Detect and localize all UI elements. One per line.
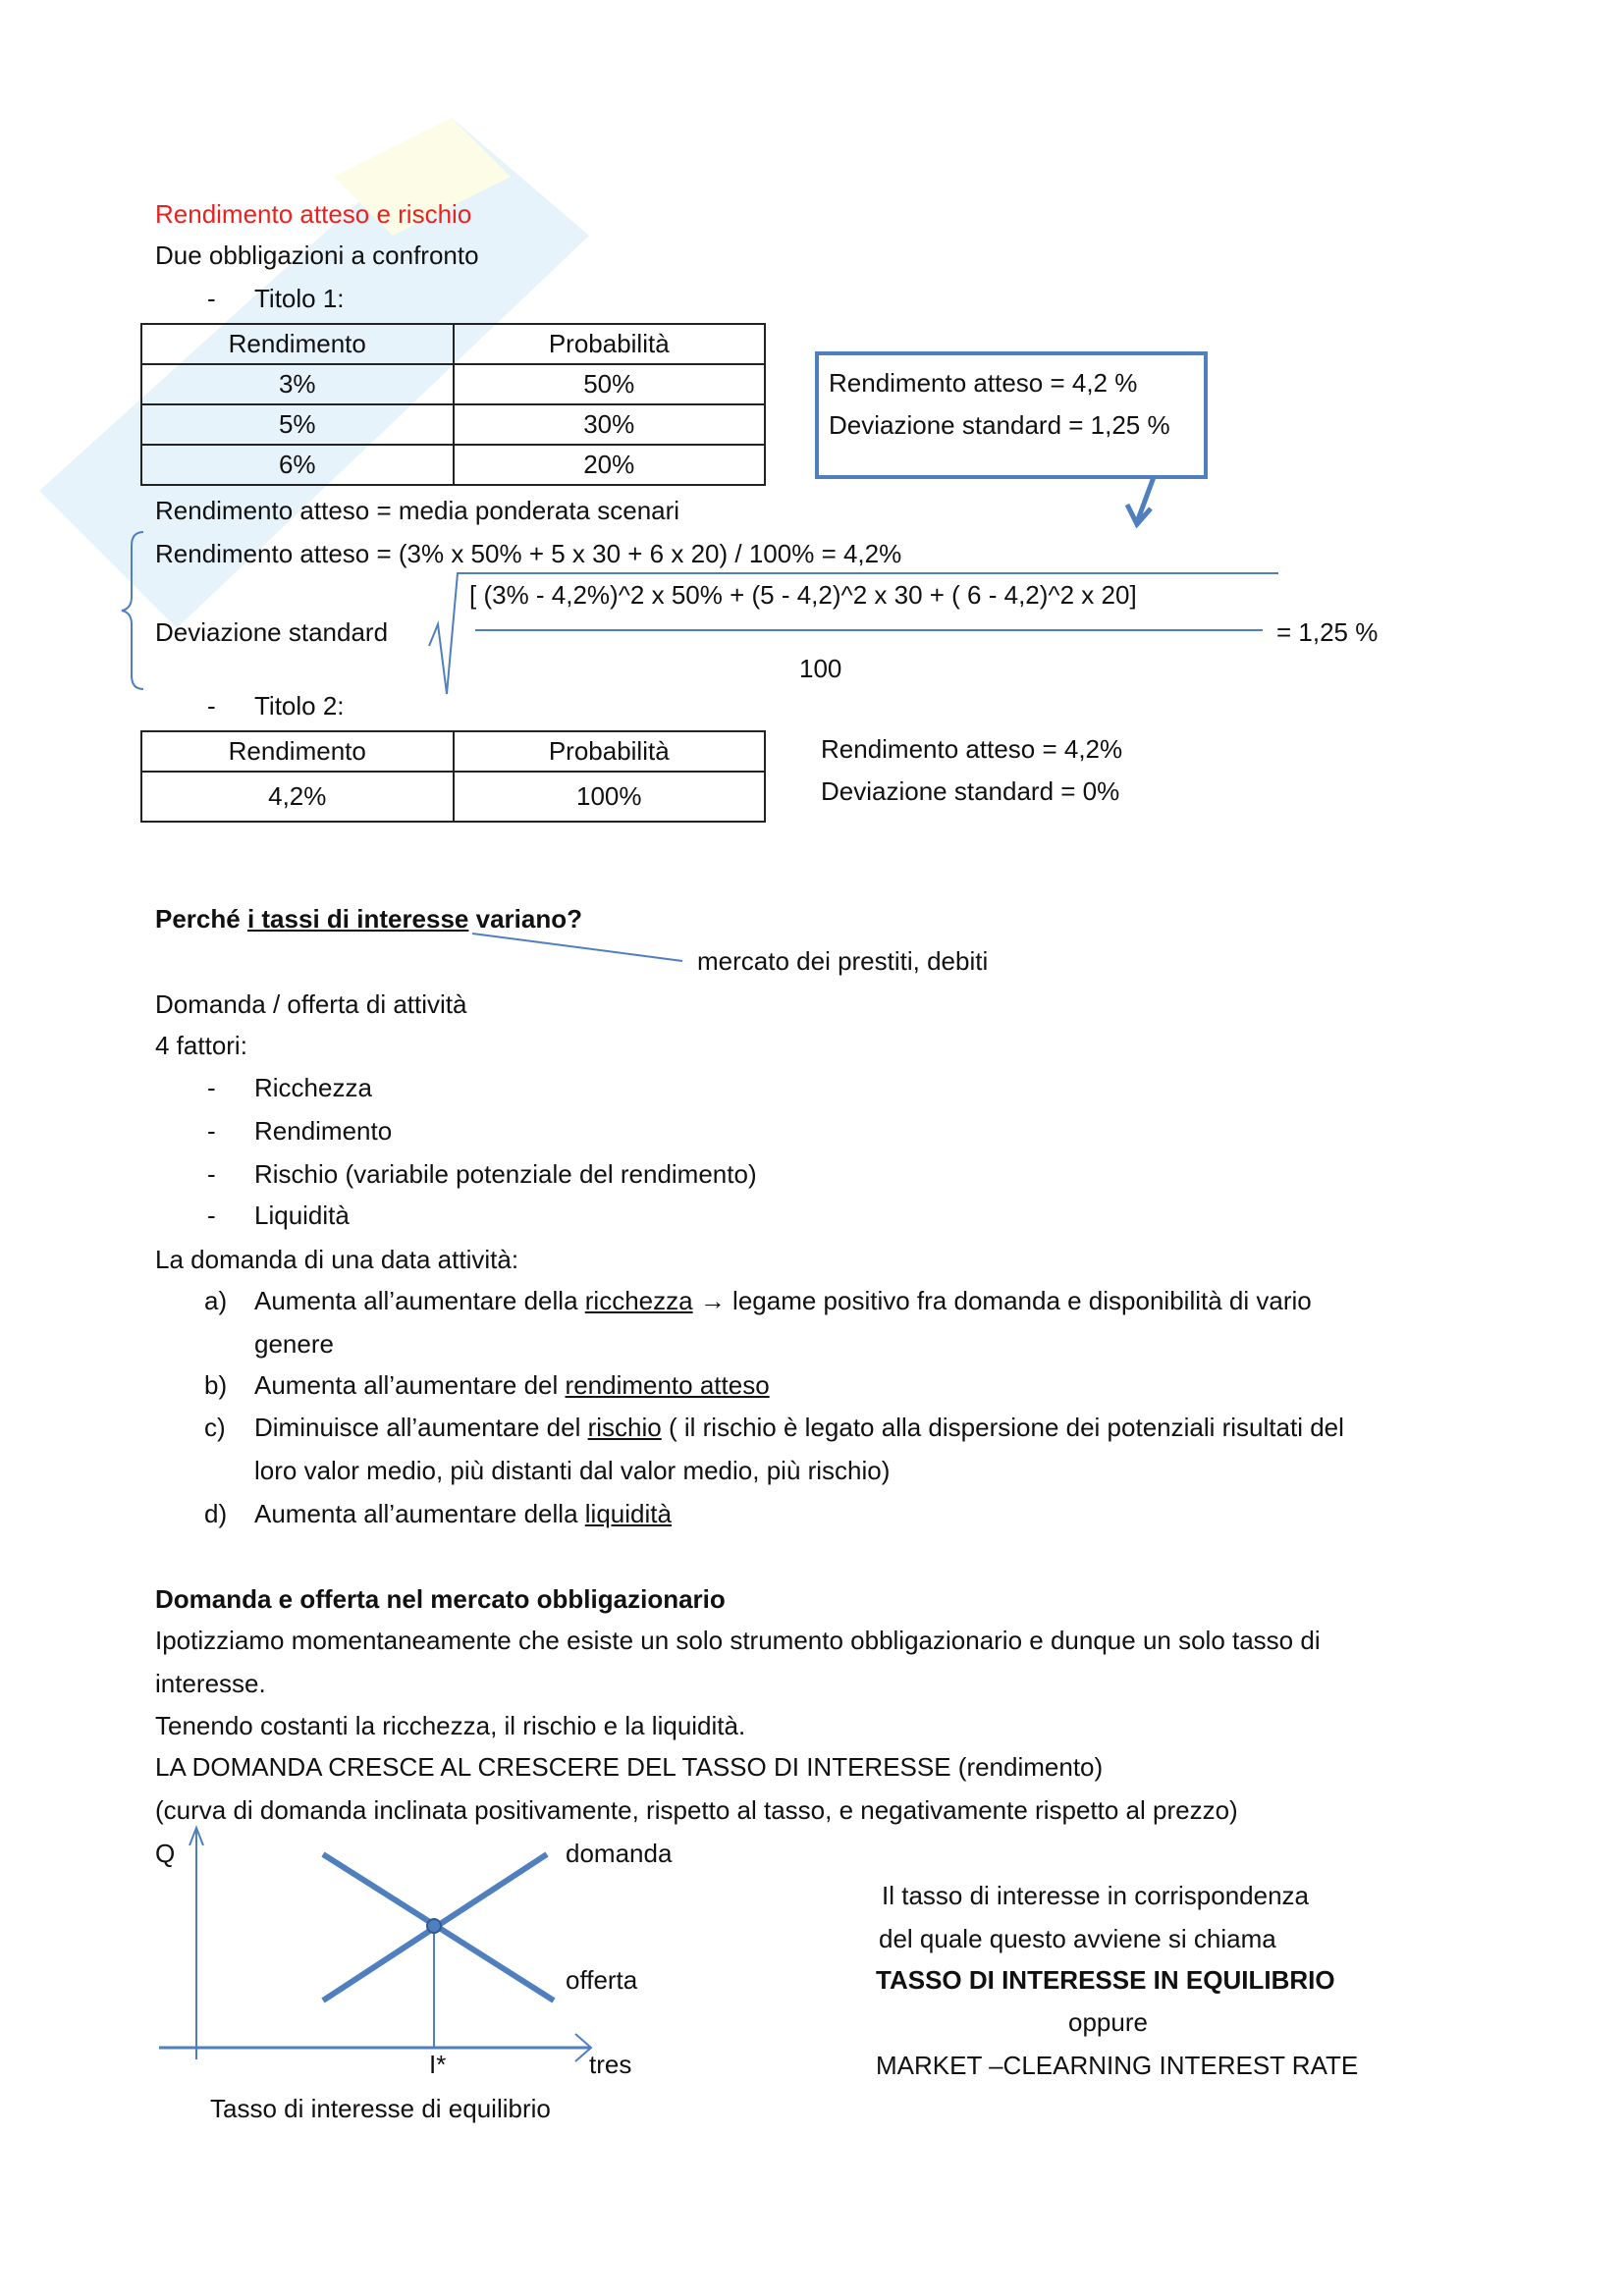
titolo2-rendimento: Rendimento atteso = 4,2%	[821, 734, 1123, 764]
table-cell: 100%	[454, 772, 766, 822]
y-axis-label: Q	[155, 1839, 176, 1868]
callout-rendimento: Rendimento atteso = 4,2 %	[829, 368, 1138, 398]
table-cell: 5%	[141, 404, 454, 445]
list-marker: d)	[204, 1499, 228, 1528]
table-header: Probabilità	[454, 731, 766, 772]
deviazione-result: = 1,25 %	[1276, 617, 1379, 647]
table-titolo1	[140, 323, 766, 486]
table-cell: 20%	[454, 445, 766, 485]
paragraph: Domanda / offerta di attività	[155, 989, 467, 1019]
list-item: Liquidità	[254, 1201, 350, 1230]
bullet-dash: -	[207, 1116, 216, 1146]
paragraph: (curva di domanda inclinata positivamente, rispetto al tasso, e negativamente rispetto al prezzo)	[155, 1795, 1238, 1825]
section2-heading: Perché i tassi di interesse variano?	[155, 904, 582, 934]
table-row	[141, 364, 765, 404]
list-marker: c)	[204, 1413, 226, 1442]
supply-label: offerta	[566, 1965, 638, 1995]
table-titolo2	[140, 730, 766, 823]
deviazione-label: Deviazione standard	[155, 617, 389, 647]
annotation-text: mercato dei prestiti, debiti	[697, 946, 989, 976]
section-title: Rendimento atteso e rischio	[155, 199, 472, 229]
table-cell: 3%	[141, 364, 454, 404]
equilibrium-point	[427, 1919, 441, 1933]
list-item: Diminuisce all’aumentare del rischio ( il rischio è legato alla dispersione dei potenziali risultati del	[254, 1413, 1344, 1442]
side-text: oppure	[1068, 2007, 1148, 2037]
intro-text: Due obbligazioni a confronto	[155, 240, 479, 270]
callout-deviazione: Deviazione standard = 1,25 %	[829, 410, 1170, 440]
bullet-dash: -	[207, 1201, 216, 1230]
list-item: Rendimento	[254, 1116, 393, 1146]
table-cell: 6%	[141, 445, 454, 485]
definition-text: Rendimento atteso = media ponderata scenari	[155, 496, 680, 525]
demand-label: domanda	[566, 1839, 673, 1868]
list-marker: b)	[204, 1370, 228, 1400]
paragraph: 4 fattori:	[155, 1031, 247, 1060]
formula-rendimento: Rendimento atteso = (3% x 50% + 5 x 30 + 6 x 20) / 100% = 4,2%	[155, 539, 902, 568]
paragraph: interesse.	[155, 1669, 266, 1698]
side-text: MARKET –CLEARNING INTEREST RATE	[876, 2051, 1359, 2080]
table-row	[141, 772, 765, 822]
bullet-dash: -	[207, 1159, 216, 1189]
paragraph: LA DOMANDA CRESCE AL CRESCERE DEL TASSO DI INTERESSE (rendimento)	[155, 1752, 1104, 1782]
list-item: Ricchezza	[254, 1073, 372, 1102]
paragraph: Ipotizziamo momentaneamente che esiste un solo strumento obbligazionario e dunque un solo tasso di	[155, 1626, 1321, 1655]
y-axis-arrow-icon	[189, 1828, 203, 1845]
side-text: Il tasso di interesse in corrispondenza	[882, 1881, 1310, 1910]
bullet-dash: -	[207, 1073, 216, 1102]
titolo1-label: Titolo 1:	[254, 284, 345, 313]
side-text-bold: TASSO DI INTERESSE IN EQUILIBRIO	[876, 1965, 1335, 1995]
list-item-continuation: genere	[254, 1329, 334, 1359]
list-item: Rischio (variabile potenziale del rendimento)	[254, 1159, 757, 1189]
brace-icon	[122, 532, 143, 689]
supply-demand-graph	[159, 1828, 591, 2061]
side-text: del quale questo avviene si chiama	[879, 1924, 1276, 1953]
equilibrium-label: I*	[429, 2050, 447, 2079]
list-item-continuation: loro valor medio, più distanti dal valor medio, più rischio)	[254, 1456, 891, 1485]
bullet-dash: -	[207, 284, 216, 313]
formula-denominator: 100	[799, 654, 842, 683]
section3-heading: Domanda e offerta nel mercato obbligazionario	[155, 1584, 726, 1614]
table-header: Rendimento	[141, 731, 454, 772]
annotation-line	[472, 934, 682, 961]
titolo2-label: Titolo 2:	[254, 691, 345, 721]
table-cell: 50%	[454, 364, 766, 404]
list-item: Aumenta all’aumentare del rendimento atteso	[254, 1370, 770, 1400]
table-header: Probabilità	[454, 324, 766, 364]
table-row	[141, 445, 765, 485]
table-row	[141, 404, 765, 445]
titolo2-deviazione: Deviazione standard = 0%	[821, 776, 1120, 806]
graph-caption: Tasso di interesse di equilibrio	[210, 2094, 551, 2123]
bullet-dash: -	[207, 691, 216, 721]
supply-curve	[323, 1854, 554, 2001]
list-item: Aumenta all’aumentare della ricchezza → legame positivo fra domanda e disponibilità di vario	[254, 1286, 1312, 1315]
table-cell: 4,2%	[141, 772, 454, 822]
callout-arrow-icon	[1127, 477, 1154, 524]
formula-numerator: [ (3% - 4,2%)^2 x 50% + (5 - 4,2)^2 x 30 + ( 6 - 4,2)^2 x 20]	[469, 580, 1137, 610]
list-item: Aumenta all’aumentare della liquidità	[254, 1499, 672, 1528]
table-cell: 30%	[454, 404, 766, 445]
paragraph: La domanda di una data attività:	[155, 1245, 519, 1274]
paragraph: Tenendo costanti la ricchezza, il rischio e la liquidità.	[155, 1711, 746, 1740]
demand-curve	[323, 1854, 547, 2001]
table-header: Rendimento	[141, 324, 454, 364]
x-axis-label: tres	[589, 2050, 632, 2079]
list-marker: a)	[204, 1286, 228, 1315]
